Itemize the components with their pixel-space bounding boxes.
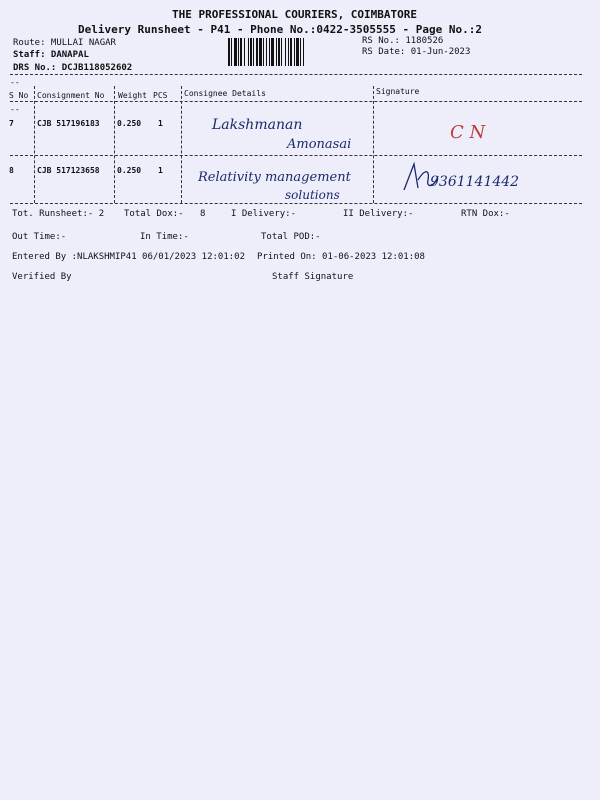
divider [10, 155, 582, 156]
divider [10, 203, 582, 204]
divider-mark: -- [10, 105, 20, 114]
row-weight: 0.250 [117, 166, 142, 175]
rs-number: RS No.: 1180526 [362, 36, 444, 46]
row-signature: 9361141442 [430, 174, 520, 190]
printed-on: Printed On: 01-06-2023 12:01:08 [257, 252, 425, 262]
row-consignee-line2: solutions [285, 188, 340, 202]
column-line [181, 86, 182, 203]
row-consignment: CJB 517196183 [37, 119, 100, 128]
rs-date: RS Date: 01-Jun-2023 [362, 47, 471, 57]
row-weight: 0.250 [117, 119, 142, 128]
tot-runsheet: Tot. Runsheet:- 2 [12, 209, 105, 219]
row-sno: 7 [9, 119, 14, 128]
ii-delivery: II Delivery:- [343, 209, 414, 219]
rtn-dox: RTN Dox:- [461, 209, 510, 219]
row-sno: 8 [9, 166, 14, 175]
entered-by: Entered By :NLAKSHMIP41 06/01/2023 12:01:02 [12, 252, 245, 262]
runsheet-subtitle: Delivery Runsheet - P41 - Phone No.:0422-3505555 - Page No.:2 [78, 23, 482, 36]
total-pod: Total POD:- [261, 232, 321, 242]
column-line [34, 86, 35, 203]
out-time: Out Time:- [12, 232, 67, 242]
staff-signature: Staff Signature [272, 272, 354, 282]
column-line [114, 86, 115, 203]
route-text: Route: MULLAI NAGAR [13, 38, 116, 48]
col-pcs: PCS [153, 91, 168, 100]
total-dox-value: 8 [200, 209, 206, 219]
verified-by: Verified By [12, 272, 72, 282]
company-title: THE PROFESSIONAL COURIERS, COIMBATORE [172, 8, 418, 21]
i-delivery: I Delivery:- [231, 209, 297, 219]
col-sno: S No [9, 91, 29, 100]
row-consignee-line1: Lakshmanan [212, 117, 303, 133]
row-signature: C N [450, 122, 486, 143]
drs-number: DRS No.: DCJB118052602 [13, 63, 133, 73]
signature-scribble [400, 158, 440, 196]
row-consignee-line1: Relativity management [198, 170, 351, 185]
row-consignment: CJB 517123658 [37, 166, 100, 175]
col-signature: Signature [376, 87, 420, 96]
divider [10, 101, 582, 102]
in-time: In Time:- [140, 232, 189, 242]
divider [10, 74, 582, 75]
row-pcs: 1 [158, 119, 163, 128]
col-weight: Weight [118, 91, 147, 100]
staff-text: Staff: DANAPAL [13, 50, 89, 60]
row-consignee-line2: Amonasai [287, 137, 352, 152]
column-line [373, 86, 374, 203]
total-dox-label: Total Dox:- [124, 209, 184, 219]
col-consignment: Consignment No [37, 91, 105, 100]
barcode [228, 38, 356, 66]
col-consignee: Consignee Details [184, 89, 266, 98]
divider-mark: -- [10, 78, 20, 87]
row-pcs: 1 [158, 166, 163, 175]
